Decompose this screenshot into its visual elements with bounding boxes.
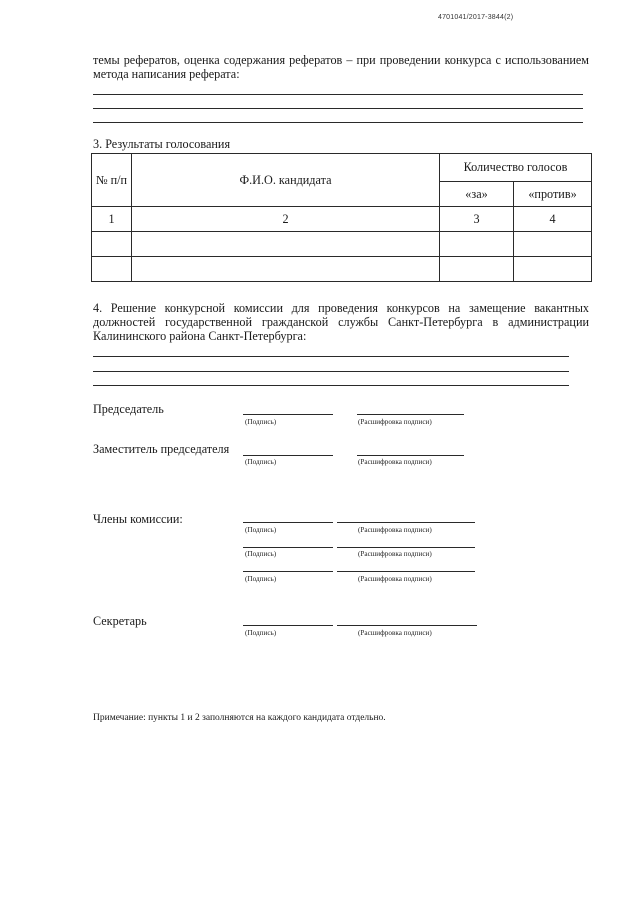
signature-decode-caption: (Расшифровка подписи) — [358, 550, 432, 558]
header-number: № п/п — [92, 154, 132, 207]
signature-decode-line — [337, 522, 475, 523]
signature-decode-caption: (Расшифровка подписи) — [358, 629, 432, 637]
signature-decode-line — [337, 547, 475, 548]
intro-paragraph: темы рефератов, оценка содержания рефератов – при проведении конкурса с использованием метода написания реферата: — [93, 53, 589, 81]
fill-line — [93, 94, 583, 95]
secretary-label: Секретарь — [93, 614, 147, 628]
document-id: 4701041/2017-3844(2) — [438, 14, 514, 21]
table-row — [92, 232, 592, 257]
signature-line — [243, 522, 333, 523]
signature-caption: (Подпись) — [245, 418, 277, 426]
fill-line — [93, 108, 583, 109]
signature-line — [243, 414, 333, 415]
section-3-heading: 3. Результаты голосования — [93, 137, 231, 151]
signature-decode-caption: (Расшифровка подписи) — [358, 418, 432, 426]
table-cell: 1 — [92, 207, 132, 232]
section-4-paragraph: 4. Решение конкурсной комиссии для проведения конкурсов на замещение вакантных должностей государственной гражданской службы Санкт-Петербурга в администрации Калининского района Санкт-Петербурга: — [93, 301, 589, 343]
header-votes: Количество голосов — [440, 154, 592, 182]
signature-decode-line — [357, 455, 464, 456]
signature-caption: (Подпись) — [245, 629, 277, 637]
signature-decode-line — [337, 625, 477, 626]
voting-results-table — [91, 153, 592, 282]
fill-line — [93, 385, 569, 386]
signature-decode-line — [357, 414, 464, 415]
commission-members-label: Члены комиссии: — [93, 512, 183, 526]
footnote: Примечание: пункты 1 и 2 заполняются на каждого кандидата отдельно. — [93, 713, 386, 723]
table-cell: 2 — [132, 207, 440, 232]
signature-decode-caption: (Расшифровка подписи) — [358, 575, 432, 583]
fill-line — [93, 371, 569, 372]
deputy-chairman-label: Заместитель председателя — [93, 442, 230, 456]
fill-line — [93, 122, 583, 123]
table-cell — [132, 257, 440, 282]
signature-decode-caption: (Расшифровка подписи) — [358, 526, 432, 534]
header-candidate-name: Ф.И.О. кандидата — [132, 154, 440, 207]
header-for: «за» — [440, 182, 514, 207]
signature-line — [243, 547, 333, 548]
signature-caption: (Подпись) — [245, 458, 277, 466]
signature-decode-caption: (Расшифровка подписи) — [358, 458, 432, 466]
table-cell — [440, 257, 514, 282]
table-cell — [514, 257, 592, 282]
table-header-row — [92, 154, 592, 182]
signature-caption: (Подпись) — [245, 575, 277, 583]
signature-decode-line — [337, 571, 475, 572]
chairman-label: Председатель — [93, 402, 164, 416]
table-cell — [92, 232, 132, 257]
table-numbering-row — [92, 207, 592, 232]
table-cell — [514, 232, 592, 257]
table-cell: 4 — [514, 207, 592, 232]
signature-caption: (Подпись) — [245, 550, 277, 558]
table-cell — [440, 232, 514, 257]
table-cell: 3 — [440, 207, 514, 232]
signature-caption: (Подпись) — [245, 526, 277, 534]
signature-line — [243, 571, 333, 572]
table-row — [92, 257, 592, 282]
table-cell — [132, 232, 440, 257]
signature-line — [243, 455, 333, 456]
signature-line — [243, 625, 333, 626]
header-against: «против» — [514, 182, 592, 207]
table-cell — [92, 257, 132, 282]
fill-line — [93, 356, 569, 357]
